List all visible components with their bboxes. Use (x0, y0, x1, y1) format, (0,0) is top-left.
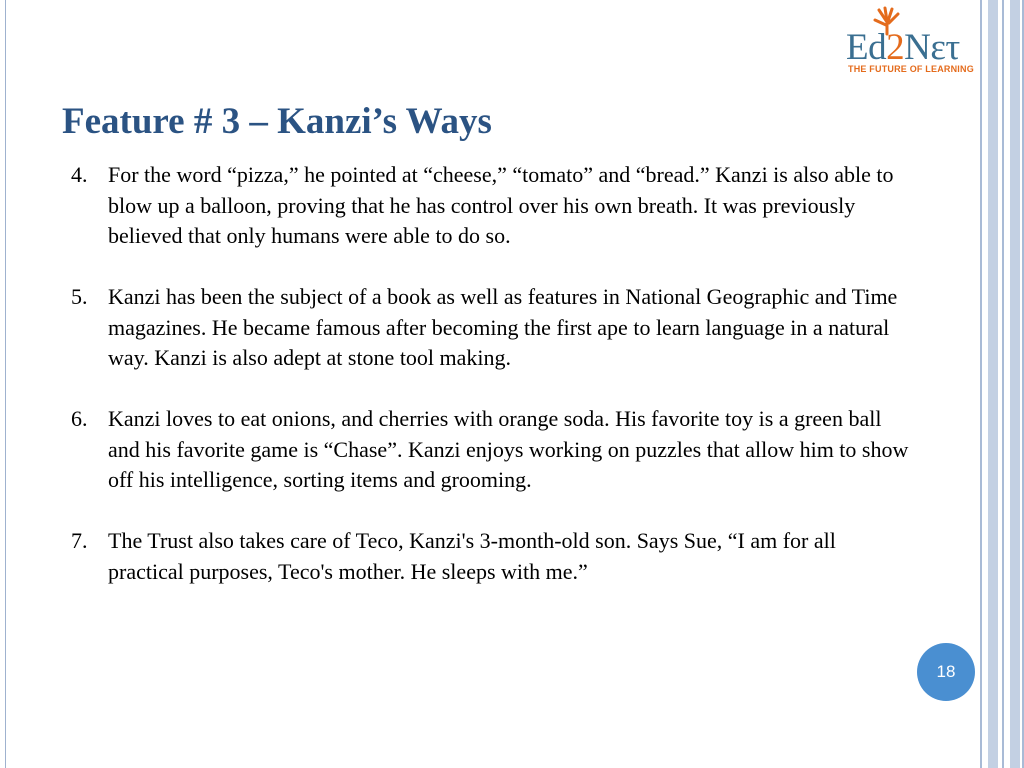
list-item (62, 526, 912, 587)
logo-tagline: THE FUTURE OF LEARNING (848, 64, 974, 74)
ed2net-logo (846, 6, 978, 76)
item-text: The Trust also takes care of Teco, Kanzi's 3-month-old son. Says Sue, “I am for all practical purposes, Teco's mother. He sleeps with me.” (108, 528, 836, 584)
item-text: For the word “pizza,” he pointed at “cheese,” “tomato” and “bread.” Kanzi is also able to blow up a balloon, proving that he has control over his own breath. It was previously believed that only humans were able to do so. (108, 162, 894, 248)
list-item (62, 282, 912, 374)
item-number: 5. (71, 284, 88, 309)
page-number-badge: 18 (917, 643, 975, 701)
slide-title: Feature # 3 – Kanzi’s Ways (62, 101, 492, 142)
item-number: 6. (71, 406, 88, 431)
item-number: 4. (71, 162, 88, 187)
list-item (62, 160, 912, 252)
slide-left-border (5, 0, 6, 768)
item-text: Kanzi has been the subject of a book as well as features in National Geographic and Time magazines. He became famous after becoming the first ape to learn language in a natural way. Kanzi is also adept at stone tool making. (108, 284, 898, 370)
item-number: 7. (71, 528, 88, 553)
feature-list (62, 160, 912, 618)
list-item (62, 404, 912, 496)
item-text: Kanzi loves to eat onions, and cherries with orange soda. His favorite toy is a green ball and his favorite game is “Chase”. Kanzi enjoys working on puzzles that allow him to show off his intelligence, sorting items and grooming. (108, 406, 909, 492)
logo-wordmark: Ed2Nετ (846, 27, 960, 68)
right-decorative-panel (980, 0, 1024, 768)
